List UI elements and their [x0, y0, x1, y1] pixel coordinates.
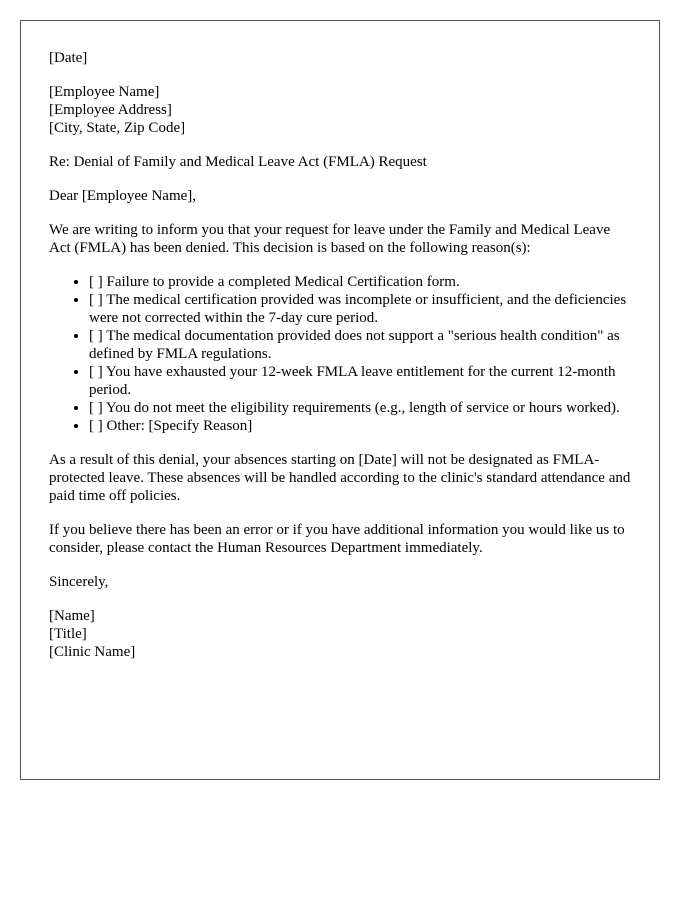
signature-title: [Title]	[49, 626, 87, 642]
letter-salutation: Dear [Employee Name],	[49, 188, 197, 204]
signature-name: [Name]	[49, 608, 95, 624]
recipient-address: [Employee Address]	[49, 102, 172, 118]
letter-contact-paragraph: If you believe there has been an error or if you have additional information you would like us to consider, please contact the Human Resources Department immediately.	[49, 522, 625, 556]
letter-closing: Sincerely,	[49, 574, 109, 590]
denial-reason-item: • [ ] You do not meet the eligibility requirements (e.g., length of service or hours worked).	[89, 399, 631, 417]
recipient-address-block	[49, 83, 631, 137]
letter-intro: We are writing to inform you that your request for leave under the Family and Medical Leave Act (FMLA) has been denied. This decision is based on the following reason(s):	[49, 222, 611, 256]
signature-block	[49, 607, 631, 661]
denial-reason-item: • [ ] The medical documentation provided does not support a "serious health condition" as defined by FMLA regulations.	[89, 327, 631, 363]
denial-reasons-list	[49, 273, 631, 435]
denial-reason-item: • [ ] You have exhausted your 12-week FMLA leave entitlement for the current 12-month period.	[89, 363, 631, 399]
recipient-name: [Employee Name]	[49, 84, 160, 100]
recipient-city-state-zip: [City, State, Zip Code]	[49, 120, 186, 136]
letter-subject: Re: Denial of Family and Medical Leave Act (FMLA) Request	[49, 154, 427, 170]
letter-date: [Date]	[49, 50, 88, 66]
letter-result-paragraph: As a result of this denial, your absences starting on [Date] will not be designated as FMLA-protected leave. These absences will be handled according to the clinic's standard attendance and paid time off policies.	[49, 452, 631, 504]
letter-page	[20, 20, 660, 780]
denial-reason-item: • [ ] Failure to provide a completed Medical Certification form.	[89, 273, 631, 291]
denial-reason-item: • [ ] Other: [Specify Reason]	[89, 417, 631, 435]
signature-clinic: [Clinic Name]	[49, 644, 136, 660]
denial-reason-item: • [ ] The medical certification provided was incomplete or insufficient, and the deficiencies were not corrected within the 7-day cure period.	[89, 291, 631, 327]
